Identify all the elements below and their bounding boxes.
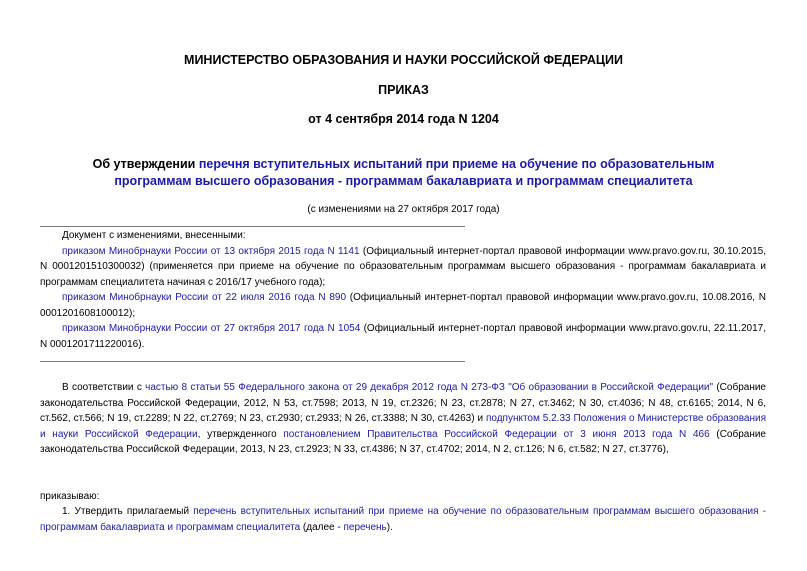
amendment-text: (Официальный интернет-портал правовой информации www.pravo.gov.ru, 30.10.2015, N 0001201510300032) (применяется при приеме на обучение по образовательным программам высшего образования - программам бакалавриата и программам специалитета начиная с 2016/17 учебного года);	[40, 245, 766, 288]
ministry-heading: МИНИСТЕРСТВО ОБРАЗОВАНИЯ И НАУКИ РОССИЙСКОЙ ФЕДЕРАЦИИ	[184, 53, 623, 67]
list-short-link[interactable]: перечень	[343, 521, 387, 533]
preamble-text: , утвержденного	[197, 428, 284, 440]
amendments-top-divider	[40, 226, 465, 227]
orders-line	[40, 489, 766, 505]
preamble-text: В соответствии с	[62, 382, 146, 393]
preamble-text: (Собрание законодательства Российской Федерации, 2012, N 53, ст.7598; 2013, N 19, ст.2326; N 23, ст.2878; N 27, ст.3462; N 30, ст.4036; N 48, ст.6165; 2014, N 6, ст.562, ст.566; N 19, ст.2289; N 22, ст.2769; N 23, ст.2930; ст.2933; N 26, ст.3388; N 30, ст.4263) и	[40, 382, 766, 424]
regulation-link[interactable]: подпунктом 5.2.33 Положения о Министерстве образования и науки Российской Федерации	[40, 413, 766, 440]
title-link[interactable]: перечня вступительных испытаний при приеме на обучение по образовательным программам высшего образования - программам бакалавриата и программам специалитета	[114, 157, 715, 188]
amendment-item	[40, 290, 766, 321]
amendments-bottom-divider	[40, 361, 465, 362]
amendment-link[interactable]: приказом Минобрнауки России от 22 июля 2016 года N 890	[62, 292, 347, 303]
orders-text: приказываю:	[40, 491, 100, 502]
document-title	[0, 156, 807, 190]
amendment-text: (Официальный интернет-портал правовой информации www.pravo.gov.ru, 22.11.2017, N 0001201711220016).	[40, 323, 766, 350]
item-1-paragraph	[40, 504, 766, 535]
amendment-link[interactable]: приказом Минобрнауки России от 27 октября 2017 года N 1054	[62, 323, 361, 334]
government-decree-link[interactable]: постановлением Правительства Российской Федерации от 3 июня 2013 года N 466	[283, 428, 710, 440]
document-type-heading: ПРИКАЗ	[378, 83, 429, 97]
document-date-number: от 4 сентября 2014 года N 1204	[308, 112, 499, 126]
amendments-block	[40, 228, 766, 352]
amendment-item	[40, 321, 766, 352]
preamble-paragraph	[40, 380, 766, 458]
changes-note: (с изменениями на 27 октября 2017 года)	[307, 204, 500, 215]
federal-law-link[interactable]: частью 8 статьи 55 Федерального закона от 29 декабря 2012 года N 273-ФЗ "Об образовании в Российской Федерации"	[145, 382, 714, 393]
list-link[interactable]: перечень вступительных испытаний при приеме на обучение по образовательным программам высшего образования - программам бакалавриата и программам специалитета	[40, 506, 766, 533]
preamble-text: (Собрание законодательства Российской Федерации, 2013, N 23, ст.2923; N 33, ст.4386; N 37, ст.4702; 2014, N 2, ст.126; N 6, ст.582; N 27, ст.3776),	[40, 428, 766, 455]
amendment-item	[40, 244, 766, 291]
title-prefix: Об утверждении	[92, 157, 199, 171]
amendment-text: (Официальный интернет-портал правовой информации www.pravo.gov.ru, 10.08.2016, N 0001201608100012);	[40, 292, 767, 319]
item-1-text: (далее -	[300, 521, 344, 533]
amendment-link[interactable]: приказом Минобрнауки России от 13 октября 2015 года N 1141	[62, 245, 360, 257]
item-1-text: 1. Утвердить прилагаемый	[62, 506, 194, 517]
amendments-intro: Документ с изменениями, внесенными:	[62, 230, 246, 241]
item-1-text: ).	[386, 521, 393, 533]
